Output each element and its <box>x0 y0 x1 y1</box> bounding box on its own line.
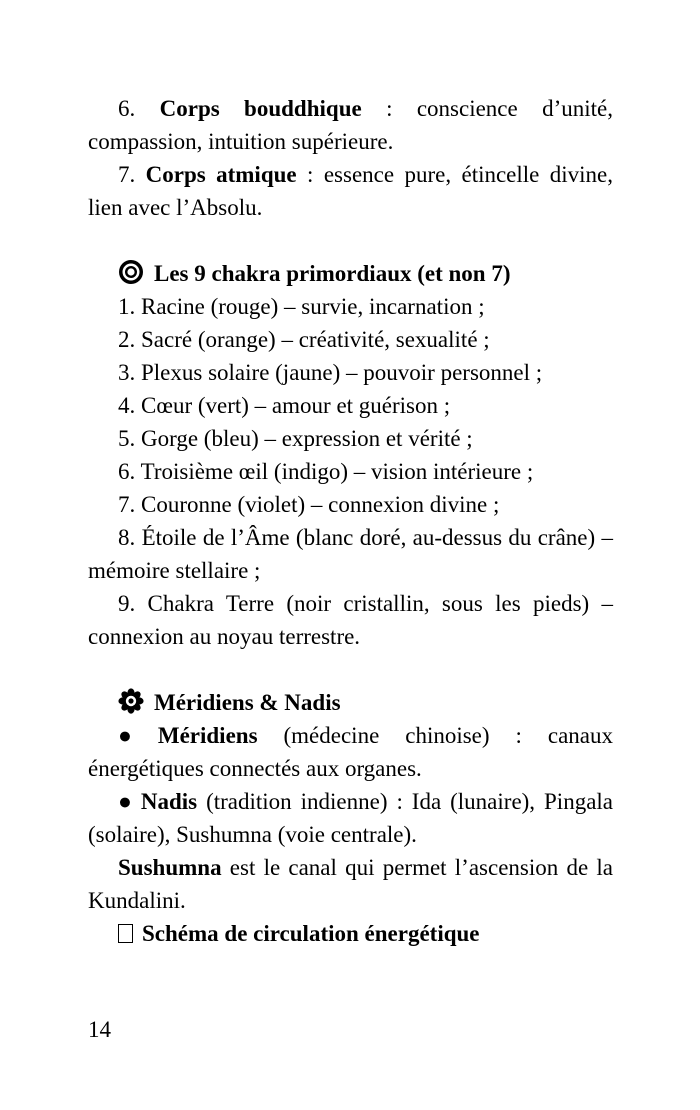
empty-box-icon <box>118 924 133 943</box>
nadis-desc: (tradition indienne) : Ida (lunaire), Pingala (solaire), Sushumna (voie centrale). <box>88 789 614 847</box>
sushumna-term: Sushumna <box>118 855 222 880</box>
nadis-term: Nadis <box>140 789 198 814</box>
corps-item-7-term: Corps atmique <box>145 162 297 187</box>
meridiens-paragraph <box>88 719 613 785</box>
meridiens-term: Méridiens <box>157 723 258 748</box>
corps-item-6-term: Corps bouddhique <box>159 96 362 121</box>
schema-heading <box>88 917 613 950</box>
corps-item-7-desc: essence pure, étincelle divine, lien avec l’Absolu. <box>88 162 614 220</box>
target-circle-icon <box>118 259 144 285</box>
meridiens-desc: (médecine chinoise) : canaux énergétiques connectés aux organes. <box>88 723 613 781</box>
spacer <box>88 653 613 686</box>
list-item: 3. Plexus solaire (jaune) – pouvoir personnel ; <box>118 360 543 385</box>
list-item: 6. Troisième œil (indigo) – vision intérieure ; <box>118 459 534 484</box>
sushumna-paragraph <box>88 851 613 917</box>
sushumna-desc: est le canal qui permet l’ascension de la Kundalini. <box>88 855 613 913</box>
chakras-heading-text: Les 9 chakra primordiaux (et non 7) <box>154 261 511 286</box>
chakras-list <box>88 290 613 653</box>
corps-item-7-sep: : <box>296 162 314 187</box>
corps-item-6-number: 6. <box>118 96 136 121</box>
corps-item-6-sep: : <box>361 96 393 121</box>
nadis-paragraph <box>88 785 613 851</box>
list-item: 9. Chakra Terre (noir cristallin, sous les pieds) – connexion au noyau terrestre. <box>88 591 613 649</box>
page-number: 14 <box>88 1017 111 1042</box>
corps-item-7-number: 7. <box>118 162 136 187</box>
bullet-icon: ● <box>118 723 132 748</box>
spacer <box>88 224 613 257</box>
list-item: 5. Gorge (bleu) – expression et vérité ; <box>118 426 473 451</box>
meridiens-heading-text: Méridiens & Nadis <box>154 690 341 715</box>
list-item: 2. Sacré (orange) – créativité, sexualité ; <box>118 327 490 352</box>
list-item: 8. Étoile de l’Âme (blanc doré, au-dessus du crâne) – mémoire stellaire ; <box>88 525 613 583</box>
corps-item-7 <box>88 158 613 224</box>
list-item: 7. Couronne (violet) – connexion divine ; <box>118 492 500 517</box>
list-item: 4. Cœur (vert) – amour et guérison ; <box>118 393 451 418</box>
corps-item-6 <box>88 92 613 158</box>
schema-label: Schéma de circulation énergétique <box>142 921 480 946</box>
list-item: 1. Racine (rouge) – survie, incarnation ; <box>118 294 485 319</box>
corps-item-6-desc: conscience d’unité, compassion, intuition supérieure. <box>88 96 613 154</box>
meridiens-heading <box>88 686 613 719</box>
chakras-heading <box>88 257 613 290</box>
page-content <box>88 92 613 950</box>
lotus-flower-icon <box>118 688 144 714</box>
bullet-icon: ● <box>118 789 132 814</box>
